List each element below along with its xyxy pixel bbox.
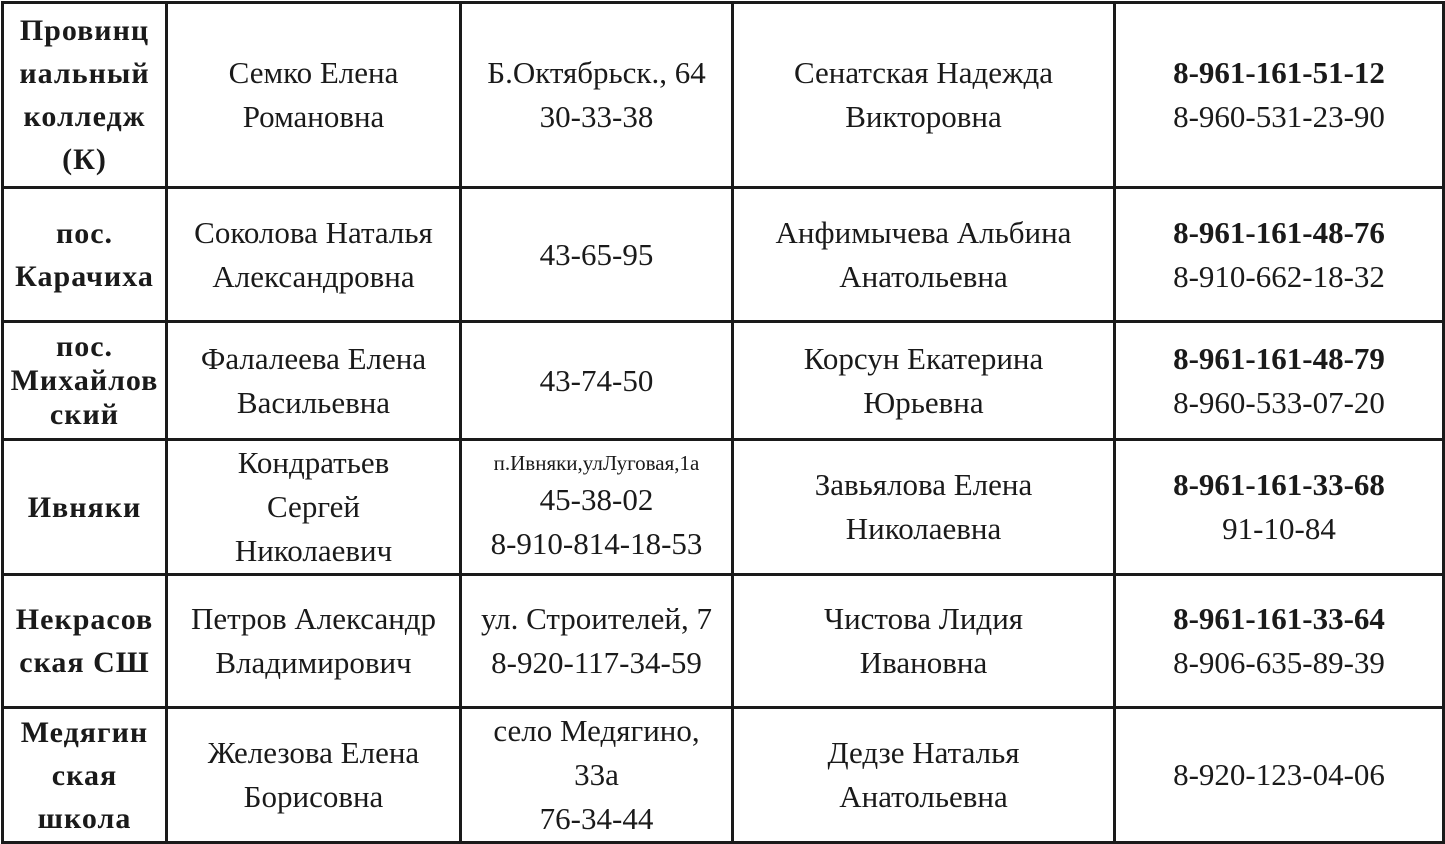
address-phone: 43-65-95 [539,236,654,272]
address-cell [461,708,733,843]
place-line: пос. [55,216,114,250]
place-cell [3,322,167,440]
address-mobile: 8-920-117-34-59 [491,645,702,680]
primary-phone: 8-961-161-33-64 [1173,601,1385,636]
place-line: ская [51,758,118,792]
place-cell [3,440,167,575]
secondary-phone: 8-920-123-04-06 [1173,757,1385,792]
director-cell [167,575,461,708]
address-cell [461,440,733,575]
director-name: Сергей [267,489,360,524]
place-line: колледж [23,100,146,133]
address-mobile: 8-910-814-18-53 [490,526,703,561]
place-cell [3,3,167,188]
table-row [3,708,1444,843]
director-patronymic: Васильевна [236,384,391,420]
primary-phone: 8-961-161-51-12 [1173,55,1385,90]
contact-name: Сенатская Надежда [793,55,1054,90]
phones-cell [1115,708,1444,843]
director-cell [167,440,461,575]
place-line: Провинц [19,14,150,47]
director-name: Семко Елена [228,55,399,90]
place-line: Некрасов [15,603,154,636]
address-cell [461,188,733,322]
director-cell [167,188,461,322]
primary-phone: 8-961-161-33-68 [1173,467,1385,502]
place-cell [3,188,167,322]
place-line: школа [37,801,132,835]
phones-cell [1115,3,1444,188]
primary-phone: 8-961-161-48-76 [1173,214,1385,250]
place-line: пос. [55,329,114,363]
director-patronymic: Александровна [212,258,415,294]
address-phone: 30-33-38 [539,99,654,134]
secondary-phone: 8-910-662-18-32 [1173,258,1385,294]
director-patronymic: Борисовна [243,779,384,814]
table-row [3,3,1444,188]
address-line: 33а [574,757,619,792]
contact-patronymic: Николаевна [845,511,1002,546]
address-line: ул. Строителей, 7 [480,601,713,636]
place-line: (К) [62,143,107,176]
contact-name: Чистова Лидия [823,601,1024,636]
contact-cell [733,575,1115,708]
director-cell [167,3,461,188]
director-cell [167,708,461,843]
secondary-phone: 8-960-533-07-20 [1173,384,1385,420]
contact-name: Дедзе Наталья [827,735,1020,770]
address-cell [461,322,733,440]
contact-name: Завьялова Елена [814,467,1033,502]
contact-patronymic: Викторовна [845,99,1002,134]
director-name: Фалалеева Елена [200,340,427,376]
contact-cell [733,708,1115,843]
secondary-phone: 8-906-635-89-39 [1173,645,1385,680]
contact-cell [733,3,1115,188]
contacts-table [1,1,1445,844]
contact-name: Анфимычева Альбина [775,214,1072,250]
director-name: Петров Александр [190,601,437,636]
place-cell [3,708,167,843]
address-phone: 45-38-02 [539,482,654,517]
address-cell [461,3,733,188]
table-row [3,322,1444,440]
place-line: Ивняки [27,490,142,524]
table-row [3,188,1444,322]
phones-cell [1115,188,1444,322]
place-line: Михайлов [10,363,159,397]
place-cell [3,575,167,708]
address-phone: 76-34-44 [539,801,654,836]
phones-cell [1115,440,1444,575]
address-cell [461,575,733,708]
contact-cell [733,440,1115,575]
address-phone: 43-74-50 [539,362,654,398]
director-name: Железова Елена [207,735,420,770]
place-line: ская СШ [19,646,150,679]
contact-cell [733,322,1115,440]
phones-cell [1115,575,1444,708]
primary-phone: 8-961-161-48-79 [1173,340,1385,376]
contact-patronymic: Ивановна [859,645,988,680]
address-line: село Медягино, [493,713,700,748]
secondary-phone: 91-10-84 [1222,511,1336,546]
director-name: Соколова Наталья [194,214,433,250]
contact-cell [733,188,1115,322]
contact-name: Корсун Екатерина [803,340,1044,376]
place-line: ский [49,397,120,431]
address-line: Б.Октябрьск., 64 [487,55,706,90]
table-row [3,575,1444,708]
director-surname: Кондратьев [237,445,390,480]
place-line: иальный [19,57,150,90]
director-cell [167,322,461,440]
table-row [3,440,1444,575]
director-patronymic: Николаевич [234,533,393,568]
contact-patronymic: Юрьевна [863,384,984,420]
place-line: Карачиха [15,259,154,293]
director-patronymic: Владимирович [215,645,412,680]
phones-cell [1115,322,1444,440]
address-note: п.Ивняки,улЛуговая,1а [493,451,700,475]
contact-patronymic: Анатольевна [839,258,1008,294]
contact-patronymic: Анатольевна [839,779,1008,814]
director-patronymic: Романовна [242,99,385,134]
place-line: Медягин [20,715,149,749]
secondary-phone: 8-960-531-23-90 [1173,99,1385,134]
